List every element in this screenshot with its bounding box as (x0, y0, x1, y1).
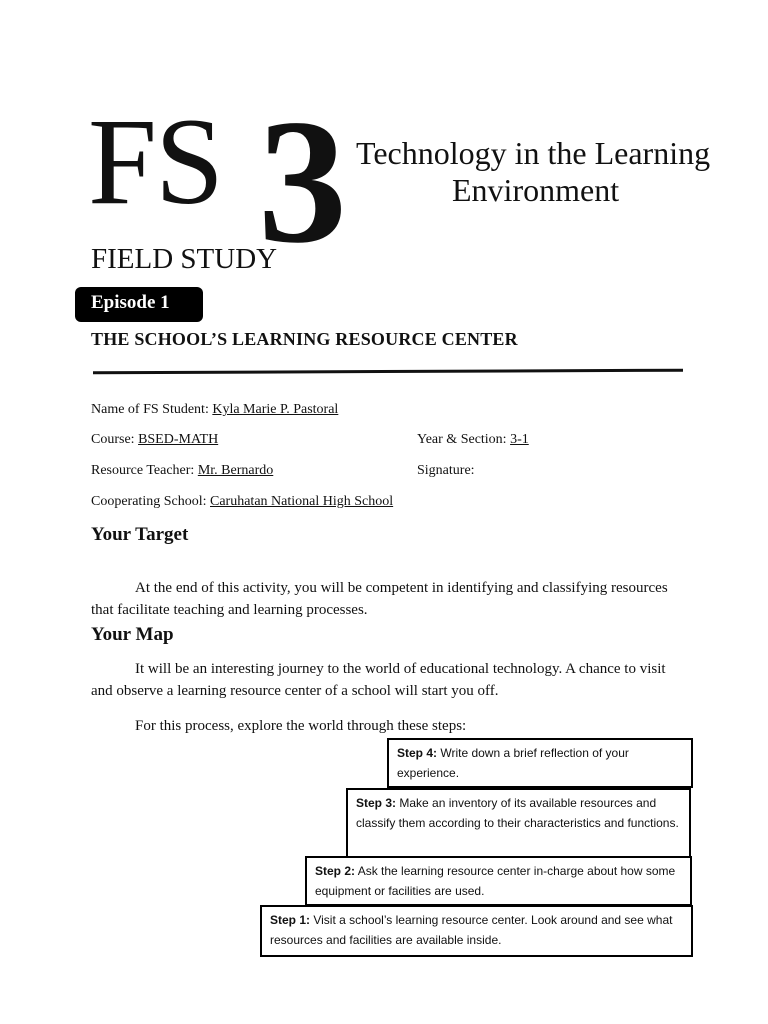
step-3-label: Step 3: (356, 796, 397, 810)
course-label: Course: (91, 432, 139, 447)
cooperating-school-row (91, 494, 393, 511)
step-3-text: Make an inventory of its available resources and classify them according to their characteristics and functions. (356, 796, 679, 830)
your-target-paragraph (91, 577, 681, 621)
student-name-label: Name of FS Student: (91, 402, 213, 417)
course-title-line2: Environment (452, 172, 620, 208)
episode-title: THE SCHOOL’S LEARNING RESOURCE CENTER (91, 329, 518, 349)
student-name-value: Kyla Marie P. Pastoral (212, 402, 339, 417)
process-text: For this process, explore the world through these steps: (135, 718, 467, 734)
step-1-box (260, 905, 693, 957)
step-4-label: Step 4: (397, 746, 438, 760)
fs-logo-text: FS (88, 93, 222, 230)
step-2-text: Ask the learning resource center in-charge about how some equipment or facilities are used. (315, 864, 676, 898)
fs-number: 3 (258, 82, 347, 280)
cooperating-school-value: Caruhatan National High School (210, 494, 394, 509)
your-map-paragraph (91, 658, 681, 702)
year-section-value: 3-1 (510, 432, 529, 447)
step-1-text: Visit a school’s learning resource center. Look around and see what resources and facilities are available inside. (270, 913, 673, 947)
resource-teacher-value: Mr. Bernardo (197, 463, 274, 478)
step-1-label: Step 1: (270, 913, 311, 927)
resource-teacher-label: Resource Teacher: (91, 463, 198, 478)
year-section-label: Year & Section: (417, 432, 511, 447)
course-value: BSED-MATH (138, 432, 219, 447)
step-4-text: Write down a brief reflection of your experience. (397, 746, 629, 780)
resource-teacher-row (91, 463, 273, 480)
course-title-line1: Technology in the Learning (356, 135, 711, 171)
cooperating-school-label: Cooperating School: (91, 494, 210, 509)
your-target-text: At the end of this activity, you will be competent in identifying and classifying resources that facilitate teaching and learning processes. (91, 580, 668, 618)
step-2-box (305, 856, 692, 906)
step-3-box (346, 788, 691, 858)
signature-label: Signature: (417, 463, 475, 478)
process-paragraph (91, 715, 681, 737)
field-study-label: FIELD STUDY (91, 243, 278, 275)
episode-badge: Episode 1 (75, 287, 203, 322)
year-section-row (417, 432, 529, 449)
your-map-text: It will be an interesting journey to the world of educational technology. A chance to visit and observe a learning resource center of a school will start you off. (91, 661, 666, 699)
your-target-heading: Your Target (91, 524, 189, 545)
divider-rule (93, 369, 683, 375)
course-row (91, 432, 218, 449)
step-4-box (387, 738, 693, 788)
step-2-label: Step 2: (315, 864, 356, 878)
student-name-row (91, 402, 338, 419)
signature-row (417, 463, 475, 480)
your-map-heading: Your Map (91, 624, 174, 645)
